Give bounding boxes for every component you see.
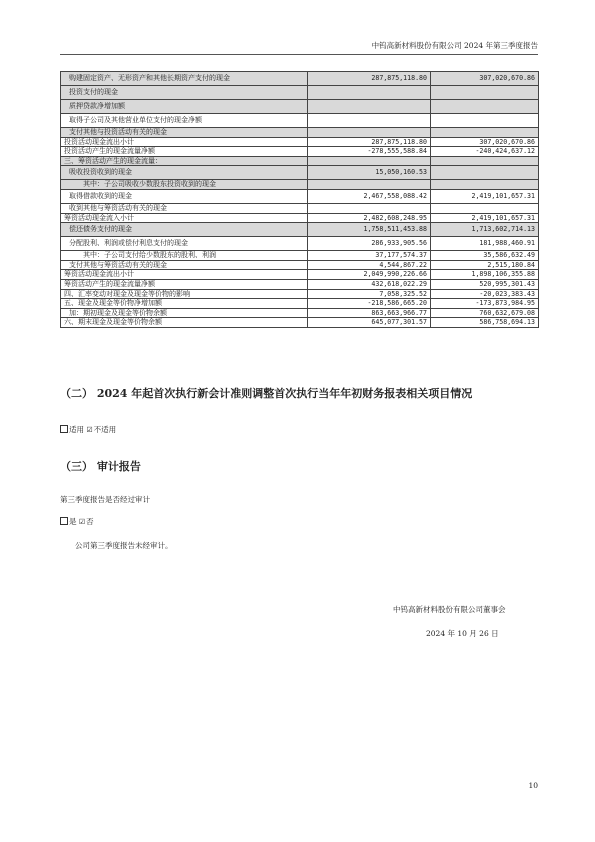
current-period-value: 287,875,118.80	[308, 137, 431, 147]
prior-period-value: 307,020,670.86	[431, 72, 539, 86]
prior-period-value: 760,632,679.08	[431, 308, 539, 318]
prior-period-value: 2,515,180.84	[431, 260, 539, 270]
row-label: 取得借款收到的现金	[61, 189, 308, 203]
table-row	[61, 166, 539, 180]
prior-period-value: 307,020,670.86	[431, 137, 539, 147]
checkbox-unchecked-icon[interactable]	[60, 425, 68, 433]
prior-period-value: 35,586,632.49	[431, 251, 539, 261]
prior-period-value	[431, 86, 539, 100]
current-period-value: -278,555,588.84	[308, 147, 431, 157]
checkbox-unchecked-icon[interactable]	[60, 517, 68, 525]
table-row	[61, 237, 539, 251]
row-label: 分配股利、利润或偿付利息支付的现金	[61, 237, 308, 251]
table-row	[61, 156, 539, 166]
current-period-value	[308, 203, 431, 213]
checkbox-checked-icon[interactable]: ☑	[86, 426, 93, 434]
table-row	[61, 251, 539, 261]
row-label: 筹资活动现金流出小计	[61, 270, 308, 280]
row-label: 投资活动现金流出小计	[61, 137, 308, 147]
option-applicable: 适用	[69, 425, 84, 434]
table-row	[61, 223, 539, 237]
current-period-value: 37,177,574.37	[308, 251, 431, 261]
row-label: 质押贷款净增加额	[61, 100, 308, 114]
page-number: 10	[528, 781, 538, 790]
current-period-value: 4,544,867.22	[308, 260, 431, 270]
current-period-value	[308, 100, 431, 114]
prior-period-value	[431, 114, 539, 128]
table-row	[61, 279, 539, 289]
current-period-value: 15,050,160.53	[308, 166, 431, 180]
current-period-value: 287,875,118.80	[308, 72, 431, 86]
prior-period-value: -173,873,984.95	[431, 299, 539, 309]
prior-period-value: 586,758,694.13	[431, 318, 539, 328]
prior-period-value: 520,995,301.43	[431, 279, 539, 289]
prior-period-value: -20,023,383.43	[431, 289, 539, 299]
current-period-value	[308, 114, 431, 128]
table-row	[61, 289, 539, 299]
prior-period-value	[431, 203, 539, 213]
row-label: 筹资活动现金流入小计	[61, 213, 308, 223]
option-yes: 是	[69, 517, 77, 526]
row-label: 其中：子公司支付给少数股东的股利、利润	[61, 251, 308, 261]
checkbox-checked-icon[interactable]: ☑	[78, 518, 86, 526]
current-period-value: 432,618,022.29	[308, 279, 431, 289]
option-no: 否	[86, 517, 94, 526]
audit-options	[60, 516, 94, 527]
prior-period-value: 181,988,460.91	[431, 237, 539, 251]
current-period-value: 863,663,966.77	[308, 308, 431, 318]
table-row	[61, 100, 539, 114]
current-period-value	[308, 86, 431, 100]
row-label: 收到其他与筹资活动有关的现金	[61, 203, 308, 213]
row-label: 其中：子公司吸收少数股东投资收到的现金	[61, 180, 308, 190]
row-label: 支付其他与投资活动有关的现金	[61, 128, 308, 138]
current-period-value: 1,758,511,453.88	[308, 223, 431, 237]
prior-period-value: 2,419,101,657.31	[431, 189, 539, 203]
audit-statement: 公司第三季度报告未经审计。	[75, 541, 173, 550]
current-period-value	[308, 128, 431, 138]
prior-period-value: 1,898,106,355.88	[431, 270, 539, 280]
row-label: 购建固定资产、无形资产和其他长期资产支付的现金	[61, 72, 308, 86]
signature-date: 2024 年 10 月 26 日	[426, 629, 499, 638]
row-label: 投资支付的现金	[61, 86, 308, 100]
prior-period-value	[431, 128, 539, 138]
current-period-value: 645,077,301.57	[308, 318, 431, 328]
row-label: 取得子公司及其他营业单位支付的现金净额	[61, 114, 308, 128]
page-header: 中钨高新材料股份有限公司 2024 年第三季度报告	[60, 40, 538, 55]
prior-period-value	[431, 100, 539, 114]
row-label: 五、现金及现金等价物净增加额	[61, 299, 308, 309]
prior-period-value	[431, 166, 539, 180]
table-row	[61, 299, 539, 309]
section-2-title: （二） 2024 年起首次执行新会计准则调整首次执行当年年初财务报表相关项目情况	[60, 387, 473, 400]
table-row	[61, 72, 539, 86]
prior-period-value	[431, 180, 539, 190]
row-label: 吸收投资收到的现金	[61, 166, 308, 180]
table-row	[61, 137, 539, 147]
prior-period-value: 1,713,602,714.13	[431, 223, 539, 237]
current-period-value: -218,586,665.20	[308, 299, 431, 309]
table-row	[61, 213, 539, 223]
table-row	[61, 147, 539, 157]
prior-period-value: -240,424,637.12	[431, 147, 539, 157]
row-label: 支付其他与筹资活动有关的现金	[61, 260, 308, 270]
row-label: 三、筹资活动产生的现金流量：	[61, 156, 308, 166]
table-row	[61, 86, 539, 100]
signature-org: 中钨高新材料股份有限公司董事会	[393, 605, 506, 614]
section-2-options	[60, 424, 116, 435]
table-row	[61, 189, 539, 203]
table-row	[61, 308, 539, 318]
current-period-value: 7,058,325.52	[308, 289, 431, 299]
row-label: 加：期初现金及现金等价物余额	[61, 308, 308, 318]
current-period-value: 2,049,990,226.66	[308, 270, 431, 280]
table-row	[61, 318, 539, 328]
section-3-title: （三） 审计报告	[60, 460, 141, 473]
current-period-value: 286,933,905.56	[308, 237, 431, 251]
cash-flow-table	[60, 71, 539, 328]
row-label: 偿还债务支付的现金	[61, 223, 308, 237]
table-row	[61, 180, 539, 190]
option-not-applicable: 不适用	[93, 425, 117, 434]
current-period-value	[308, 180, 431, 190]
current-period-value: 2,467,558,088.42	[308, 189, 431, 203]
table-row	[61, 128, 539, 138]
current-period-value	[308, 156, 431, 166]
row-label: 投资活动产生的现金流量净额	[61, 147, 308, 157]
prior-period-value: 2,419,101,657.31	[431, 213, 539, 223]
row-label: 六、期末现金及现金等价物余额	[61, 318, 308, 328]
table-row	[61, 203, 539, 213]
table-row	[61, 114, 539, 128]
audit-question: 第三季度报告是否经过审计	[60, 495, 150, 504]
table-row	[61, 260, 539, 270]
prior-period-value	[431, 156, 539, 166]
current-period-value: 2,482,608,248.95	[308, 213, 431, 223]
row-label: 四、汇率变动对现金及现金等价物的影响	[61, 289, 308, 299]
table-row	[61, 270, 539, 280]
row-label: 筹资活动产生的现金流量净额	[61, 279, 308, 289]
